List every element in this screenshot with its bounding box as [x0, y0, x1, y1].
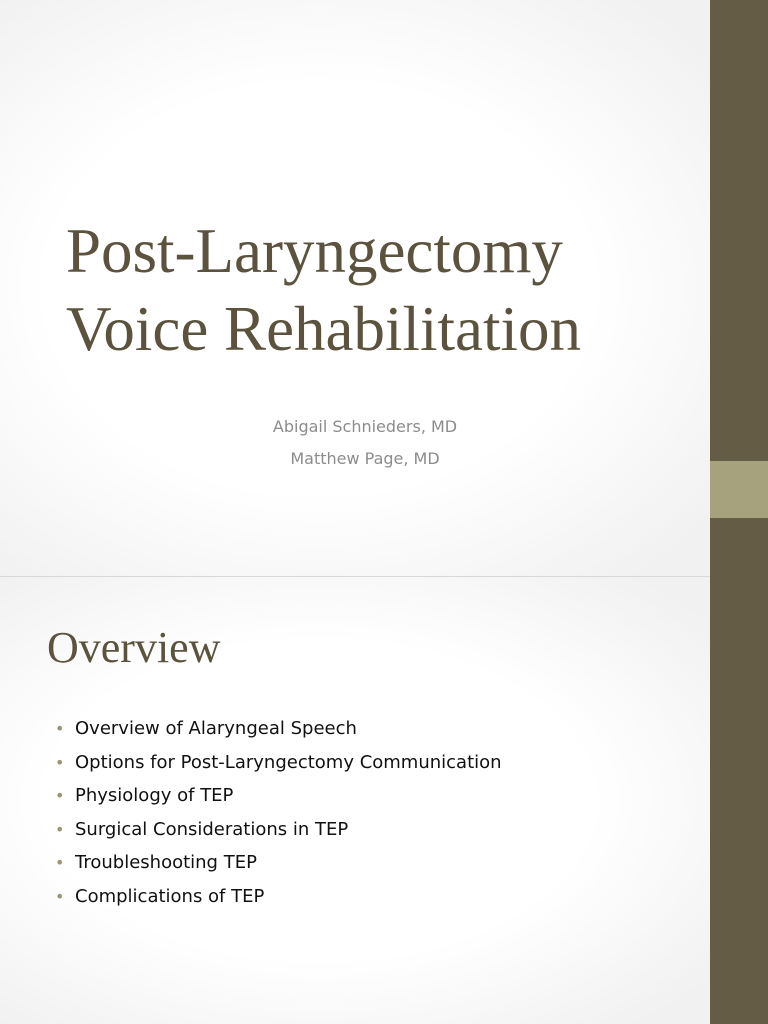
list-item-text: Options for Post-Laryngectomy Communication: [75, 751, 502, 773]
author-name: Abigail Schnieders, MD: [272, 417, 458, 436]
side-accent-block: [710, 461, 768, 518]
list-item-text: Overview of Alaryngeal Speech: [75, 718, 357, 739]
list-item: [55, 746, 502, 780]
bullet-icon: •: [55, 786, 65, 806]
title-line: Voice Rehabilitation: [66, 294, 581, 364]
list-item-text: Physiology of TEP: [75, 785, 234, 807]
bullet-icon: •: [55, 819, 65, 839]
overview-slide: [0, 577, 710, 1024]
bullet-icon: •: [55, 886, 65, 906]
bullet-list: [55, 712, 502, 914]
list-item-text: Complications of TEP: [75, 885, 265, 907]
list-item: [55, 880, 502, 914]
author-name: Matthew Page, MD: [290, 449, 440, 468]
list-item-text: Troubleshooting TEP: [75, 852, 257, 874]
list-item: [55, 813, 502, 847]
presentation-title: [66, 212, 696, 368]
bullet-icon: •: [55, 752, 65, 772]
author-list: [0, 411, 710, 475]
list-item: [55, 779, 502, 813]
bullet-icon: •: [55, 719, 65, 738]
slide-title: Overview: [47, 623, 221, 672]
title-line: Post-Laryngectomy: [66, 216, 563, 286]
list-item: [55, 712, 502, 746]
list-item-text: Surgical Considerations in TEP: [75, 818, 349, 840]
list-item: [55, 846, 502, 880]
bullet-icon: •: [55, 853, 65, 873]
